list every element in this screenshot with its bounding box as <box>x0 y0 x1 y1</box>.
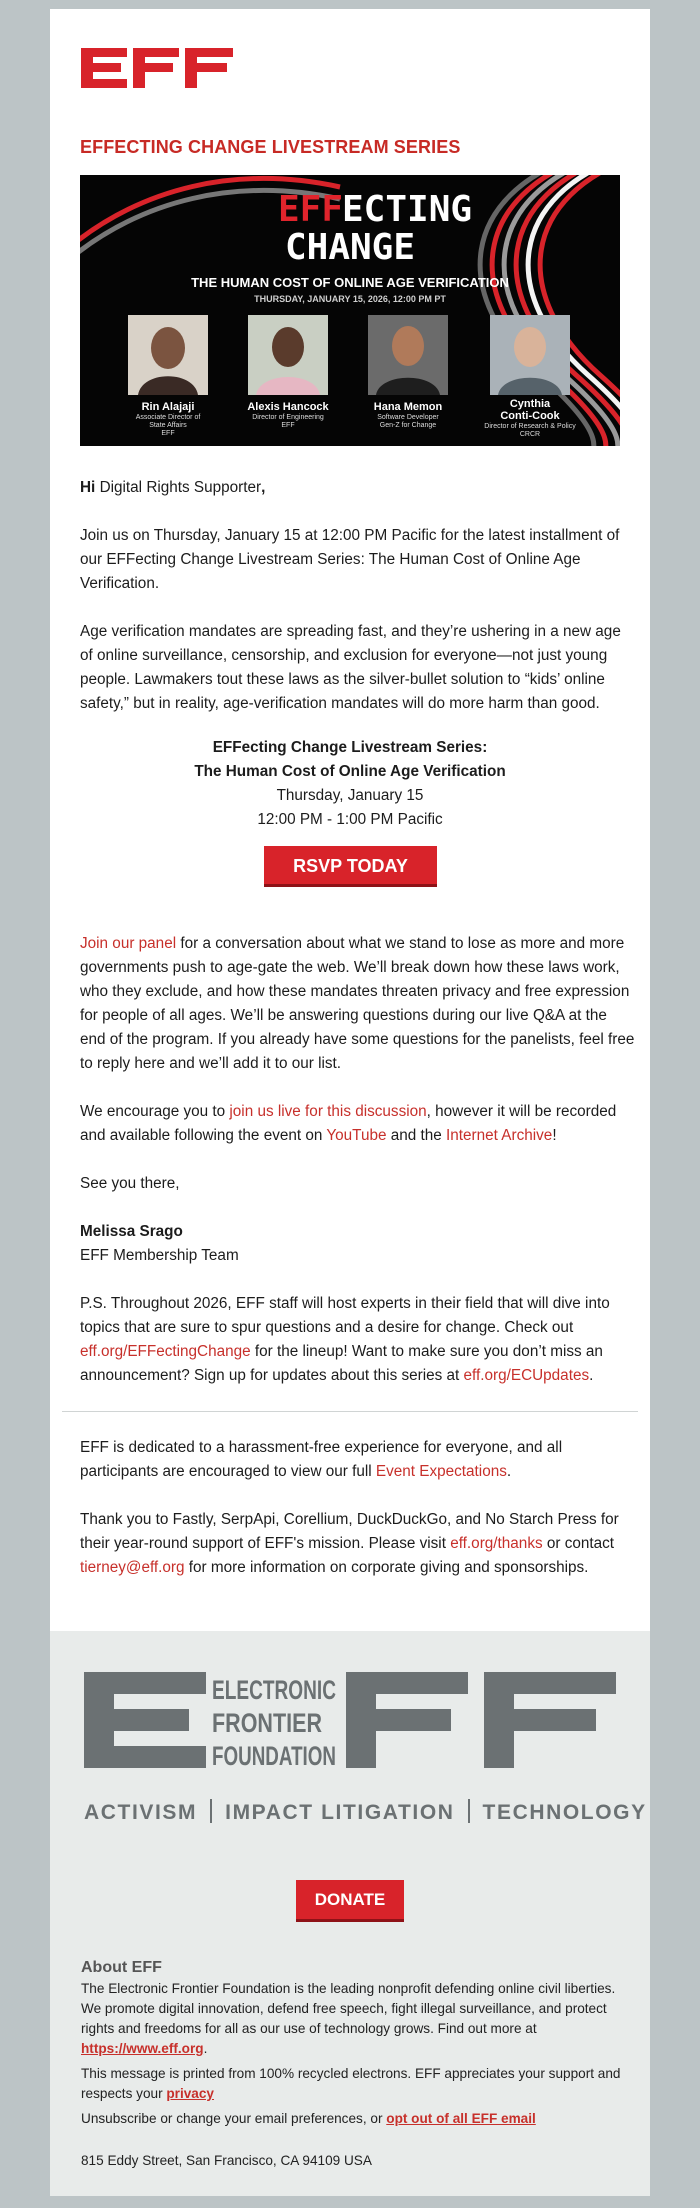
speaker-role: EFF <box>281 422 295 429</box>
banner-title-red: EFF <box>278 189 344 230</box>
mandates-paragraph: Age verification mandates are spreading fast, and they’re ushering in a new age of online surveillance, censorship, and exclusion for everyone—not just young people. Lawmakers tout these laws as the silver-bullet solution to “kids’ online safety,” but in reality, age-verification mandates will do more harm than good. <box>80 623 621 712</box>
divider <box>62 1411 638 1412</box>
signoff: See you there, <box>80 1175 180 1192</box>
ec-updates-link[interactable]: eff.org/ECUpdates <box>463 1367 590 1384</box>
encourage-text: and the <box>386 1127 447 1144</box>
thanks-text: Thank you to Fastly, SerpApi, Corellium, DuckDuckGo, and No Starch Press for their year-round support of EFF's mission. Please visit <box>80 1511 619 1552</box>
harassment-text: EFF is dedicated to a harassment-free experience for everyone, and all participants are encouraged to view our full <box>80 1439 563 1480</box>
harassment-paragraph <box>80 1436 635 1484</box>
speaker-role: Director of Research & Policy <box>484 423 576 430</box>
effecting-change-link[interactable]: eff.org/EFFectingChange <box>80 1343 251 1360</box>
thanks-text: for more information on corporate giving and sponsorships. <box>184 1559 589 1576</box>
about-body: The Electronic Frontier Foundation is the leading nonprofit defending online civil liberties. We promote digital innovation, defend free speech, fight illegal surveillance, and protect rights and freedoms for all as our use of technology grows. Find out more at <box>81 1981 616 2036</box>
tierney-email-link[interactable]: tierney@eff.org <box>80 1559 185 1576</box>
about-heading: About EFF <box>81 1959 162 1976</box>
speaker-photo <box>490 315 570 395</box>
event-time: 12:00 PM - 1:00 PM Pacific <box>257 811 443 828</box>
footer <box>50 1631 650 2196</box>
speaker-role: CRCR <box>519 431 541 438</box>
speaker-role: EFF <box>161 430 175 437</box>
speaker-name: Alexis Hancock <box>247 401 329 413</box>
eff-logo[interactable] <box>81 48 233 88</box>
speaker-photo <box>248 315 328 395</box>
banner-title-white: ECTING <box>342 189 473 230</box>
speaker-name: Cynthia <box>509 398 551 410</box>
join-live-link[interactable]: join us live for this discussion <box>229 1103 427 1120</box>
event-expectations-link[interactable]: Event Expectations <box>375 1463 507 1480</box>
event-series-line: EFFecting Change Livestream Series: <box>212 739 488 756</box>
banner-title-line2: CHANGE <box>284 227 416 268</box>
signer-name: Melissa Srago <box>80 1223 183 1240</box>
thanks-text: or contact <box>542 1535 615 1552</box>
speaker-role: Gen-Z for Change <box>379 422 437 429</box>
eff-thanks-link[interactable]: eff.org/thanks <box>450 1535 543 1552</box>
encourage-text: We encourage you to <box>80 1103 230 1120</box>
eff-website-link[interactable]: https://www.eff.org <box>81 2041 204 2056</box>
tagline-activism: ACTIVISM <box>84 1801 198 1824</box>
speaker-role: State Affairs <box>149 422 187 429</box>
about-text <box>81 1979 626 2059</box>
logo-word-foundation: FOUNDATION <box>212 1741 336 1768</box>
speaker-role: Software Developer <box>377 414 439 421</box>
greeting <box>80 476 635 500</box>
tagline-technology: TECHNOLOGY <box>482 1801 647 1824</box>
panel-text: for a conversation about what we stand to lose as more and more governments push to age-gate the web. We’ll break down how these laws work, who they exclude, and how these mandates threaten privacy and free expression for people of all ages. We’ll be answering questions during our live Q&A at the end of the program. If you already have some questions for the panelists, feel free to reply here and we’ll add it to our list. <box>80 935 635 1072</box>
about-end: . <box>203 2041 208 2056</box>
speaker-name: Hana Memon <box>373 401 443 413</box>
series-title: EFFECTING CHANGE LIVESTREAM SERIES <box>80 137 461 157</box>
ps-text: for the lineup! Want to make sure you don’t miss an announcement? Sign up for updates about this series at <box>80 1343 603 1384</box>
event-details <box>80 736 620 832</box>
speaker-photo <box>368 315 448 395</box>
speaker-name: Rin Alajaji <box>141 401 195 413</box>
greeting-hi: Hi <box>80 479 96 496</box>
intro-paragraph: Join us on Thursday, January 15 at 12:00 PM Pacific for the latest installment of our EFFecting Change Livestream Series: The Human Cost of Online Age Verification. <box>80 527 620 592</box>
ps-text: P.S. Throughout 2026, EFF staff will host experts in their field that will dive into topics that are sure to spur questions and a desire for change. Check out <box>80 1295 610 1336</box>
logo-word-electronic: ELECTRONIC <box>212 1675 336 1705</box>
eff-full-logo[interactable] <box>84 1672 616 1768</box>
speaker-role: Director of Engineering <box>252 414 324 421</box>
banner-subtitle: THE HUMAN COST OF ONLINE AGE VERIFICATION <box>191 275 509 290</box>
encourage-text: , however it will be recorded and available following the event on <box>80 1103 617 1144</box>
ps-text: . <box>589 1367 594 1384</box>
thanks-paragraph <box>80 1508 635 1580</box>
greeting-comma: , <box>261 479 266 496</box>
panel-paragraph <box>80 932 635 1076</box>
banner-art <box>80 175 620 446</box>
ps-paragraph <box>80 1292 635 1388</box>
encourage-text: ! <box>552 1127 557 1144</box>
unsubscribe-text <box>81 2109 626 2129</box>
event-title-line: The Human Cost of Online Age Verification <box>194 763 506 780</box>
logo-word-frontier: FRONTIER <box>212 1708 322 1738</box>
encourage-paragraph <box>80 1100 635 1148</box>
donate-button[interactable]: DONATE <box>296 1880 404 1922</box>
privacy-link[interactable]: privacy <box>166 2086 214 2101</box>
greeting-name: Digital Rights Supporter <box>99 479 262 496</box>
printed-body: This message is printed from 100% recycled electrons. EFF appreciates your support and respects your <box>81 2066 621 2101</box>
banner-date: THURSDAY, JANUARY 15, 2026, 12:00 PM PT <box>254 294 446 304</box>
event-banner[interactable] <box>80 175 620 446</box>
tagline <box>84 1799 647 1825</box>
opt-out-link[interactable]: opt out of all EFF email <box>386 2111 536 2126</box>
speaker-name-line2: Conti-Cook <box>500 410 560 422</box>
speaker-role: Associate Director of <box>135 414 201 421</box>
event-date: Thursday, January 15 <box>276 787 424 804</box>
printed-text <box>81 2064 626 2104</box>
unsubscribe-body: Unsubscribe or change your email preferences, or <box>81 2111 387 2126</box>
rsvp-button[interactable]: RSVP TODAY <box>264 846 437 887</box>
tagline-impact-litigation: IMPACT LITIGATION <box>225 1801 455 1824</box>
signer-team: EFF Membership Team <box>80 1247 239 1264</box>
email-card <box>50 9 650 1631</box>
mailing-address: 815 Eddy Street, San Francisco, CA 94109 USA <box>81 2153 372 2168</box>
youtube-link[interactable]: YouTube <box>326 1127 387 1144</box>
harassment-text: . <box>506 1463 512 1480</box>
speaker-photo <box>128 315 208 395</box>
internet-archive-link[interactable]: Internet Archive <box>446 1127 553 1144</box>
join-panel-link[interactable]: Join our panel <box>80 935 177 952</box>
